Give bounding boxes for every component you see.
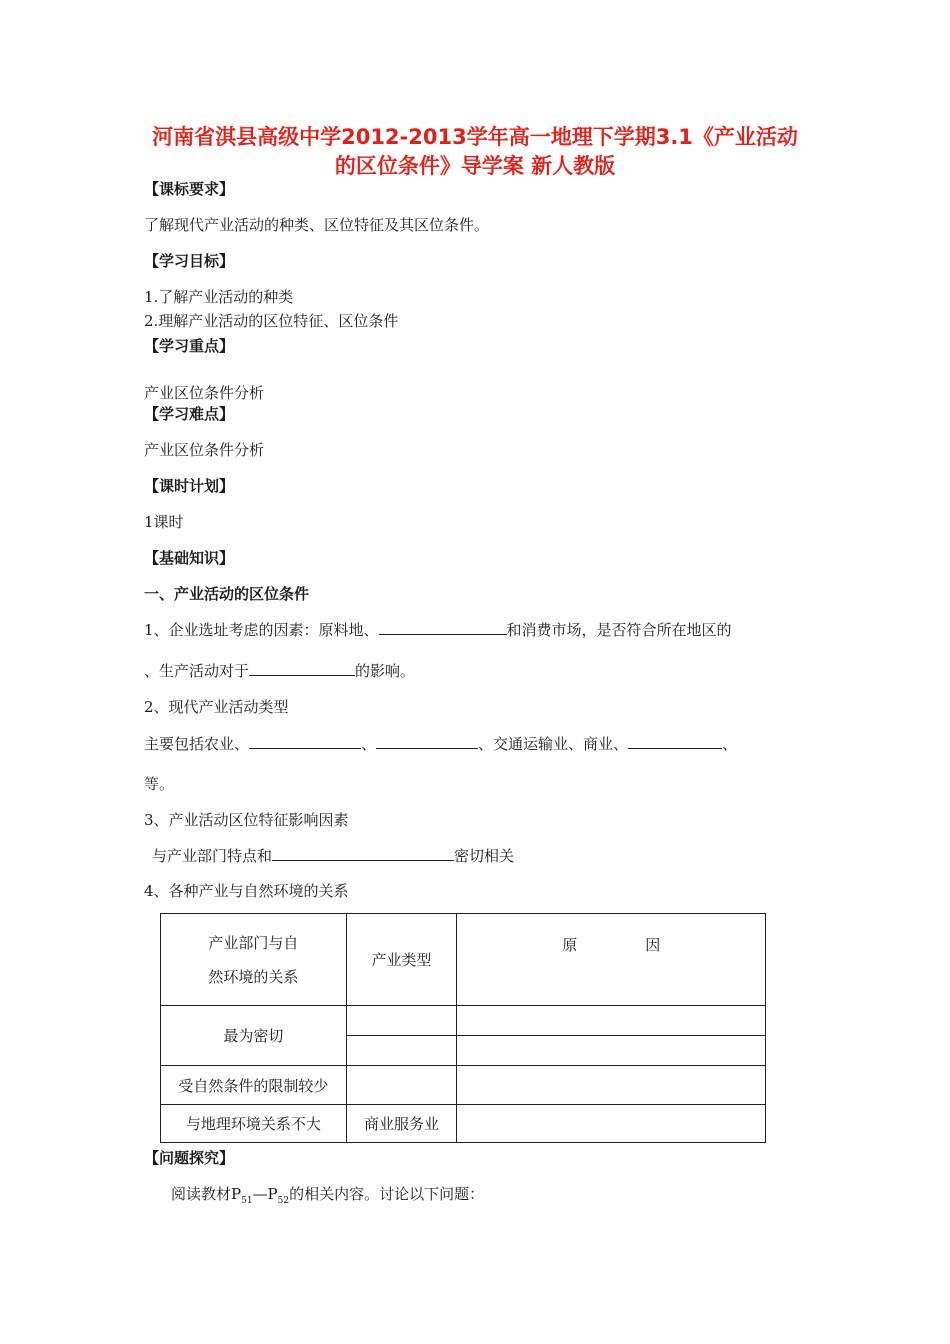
question-2: 2、现代产业活动类型 [144, 698, 289, 716]
cell-reason-2[interactable] [457, 1066, 766, 1105]
header-reason [457, 914, 766, 1006]
class-plan-text: 1课时 [144, 513, 184, 531]
question-2-end: 等。 [144, 775, 175, 793]
question-3-part-b: 密切相关 [454, 847, 515, 865]
row-not-related-label: 与地理环境关系不大 [161, 1105, 347, 1143]
document-title-line-1: 河南省淇县高级中学2012-2013学年高一地理下学期3.1《产业活动 [152, 125, 798, 149]
question-2-sep-2: 、 [722, 735, 738, 753]
exploration-text [171, 1183, 484, 1206]
page-subscript-51: 51 [241, 1196, 253, 1206]
heading-class-plan: 【课时计划】 [144, 477, 235, 495]
cell-reason-3[interactable] [457, 1105, 766, 1143]
header-sector-relation-line-1: 产业部门与自 [208, 933, 299, 952]
industry-environment-table [160, 913, 766, 1143]
document-title-line-2: 的区位条件》导学案 新人教版 [334, 154, 616, 178]
curriculum-requirements-text: 了解现代产业活动的种类、区位特征及其区位条件。 [144, 216, 490, 234]
fill-blank-3[interactable] [249, 733, 361, 749]
question-3: 3、产业活动区位特征影响因素 [144, 811, 349, 829]
fill-blank-4[interactable] [376, 733, 478, 749]
heading-curriculum-requirements: 【课标要求】 [144, 180, 235, 198]
cell-type-2[interactable] [346, 1066, 457, 1105]
question-3-part-a: 与产业部门特点和 [152, 847, 273, 865]
fill-blank-2[interactable] [249, 660, 355, 676]
question-1-part-b: 和消费市场，是否符合所在地区的 [506, 621, 732, 639]
cell-type-1b[interactable] [346, 1036, 457, 1066]
table-row [161, 1006, 766, 1036]
objective-item-2: 2.理解产业活动的区位特征、区位条件 [144, 312, 399, 330]
exploration-text-a: 阅读教材P [171, 1185, 242, 1203]
question-1-line-2 [144, 660, 415, 681]
row-most-close-label: 最为密切 [161, 1006, 347, 1066]
question-2-sep-1: 、 [361, 735, 377, 753]
row-less-limited-label: 受自然条件的限制较少 [161, 1066, 347, 1105]
subheading-location-conditions: 一、产业活动的区位条件 [144, 585, 310, 603]
question-1-part-d: 的影响。 [355, 662, 416, 680]
question-2-part-b: 、交通运输业、商业、 [478, 735, 629, 753]
cell-reason-1b[interactable] [457, 1036, 766, 1066]
cell-type-3: 商业服务业 [346, 1105, 457, 1143]
question-1-part-c: 、生产活动对于 [144, 662, 250, 680]
question-2-part-a: 主要包括农业、 [144, 735, 250, 753]
objective-item-1: 1.了解产业活动的种类 [144, 288, 294, 306]
question-1-part-a: 1、企业选址考虑的因素：原料地、 [144, 621, 379, 639]
header-reason-char-2: 因 [645, 936, 661, 954]
header-reason-char-1: 原 [562, 936, 578, 954]
heading-learning-objectives: 【学习目标】 [144, 252, 235, 270]
key-points-text: 产业区位条件分析 [144, 384, 265, 402]
table-row [161, 1066, 766, 1105]
cell-reason-1a[interactable] [457, 1006, 766, 1036]
question-1-line-1 [144, 619, 732, 640]
cell-type-1a[interactable] [346, 1006, 457, 1036]
table-header-row [161, 914, 766, 1006]
fill-blank-6[interactable] [272, 845, 454, 861]
fill-blank-5[interactable] [628, 733, 722, 749]
page-subscript-52: 52 [277, 1196, 290, 1206]
question-3-line [152, 845, 514, 866]
difficult-points-text: 产业区位条件分析 [144, 441, 265, 459]
exploration-text-b: 的相关内容。讨论以下问题： [289, 1185, 485, 1203]
header-sector-relation-line-2: 然环境的关系 [208, 967, 299, 986]
heading-problem-exploration: 【问题探究】 [144, 1149, 235, 1167]
fill-blank-1[interactable] [379, 619, 507, 635]
exploration-dash: —P [252, 1185, 278, 1203]
header-sector-relation [161, 914, 347, 1006]
table-row [161, 1105, 766, 1143]
header-industry-type: 产业类型 [346, 914, 457, 1006]
heading-basic-knowledge: 【基础知识】 [144, 549, 235, 567]
question-2-line [144, 733, 737, 754]
heading-difficult-points: 【学习难点】 [144, 405, 235, 423]
heading-key-points: 【学习重点】 [144, 337, 235, 355]
question-4: 4、各种产业与自然环境的关系 [144, 882, 349, 900]
